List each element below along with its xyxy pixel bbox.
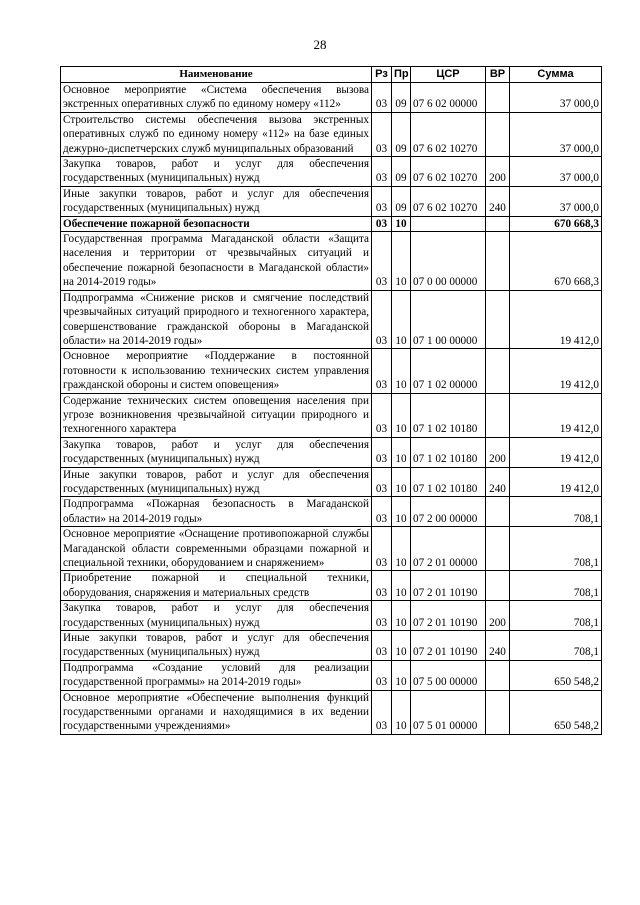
- cell-name: Закупка товаров, работ и услуг для обеспечения государственных (муниципальных) нужд: [61, 157, 372, 187]
- cell-sum: 19 412,0: [510, 349, 602, 393]
- cell-pr: 10: [392, 216, 411, 231]
- cell-rz: 03: [372, 467, 392, 497]
- cell-vr: 240: [486, 631, 510, 661]
- cell-pr: 10: [392, 660, 411, 690]
- cell-csr: 07 2 01 00000: [411, 527, 486, 571]
- cell-rz: 03: [372, 349, 392, 393]
- page-number: 28: [313, 37, 327, 52]
- cell-name: Подпрограмма «Создание условий для реализации государственной программы» на 2014-2019 годы»: [61, 660, 372, 690]
- cell-pr: 10: [392, 437, 411, 467]
- cell-name: Иные закупки товаров, работ и услуг для обеспечения государственных (муниципальных) нужд: [61, 186, 372, 216]
- cell-name: Иные закупки товаров, работ и услуг для обеспечения государственных (муниципальных) нужд: [61, 467, 372, 497]
- cell-rz: 03: [372, 437, 392, 467]
- cell-pr: 10: [392, 571, 411, 601]
- table-row: [61, 232, 602, 291]
- table-row: [61, 186, 602, 216]
- cell-csr: 07 6 02 10270: [411, 112, 486, 156]
- cell-rz: 03: [372, 290, 392, 349]
- cell-sum: 708,1: [510, 631, 602, 661]
- cell-rz: 03: [372, 660, 392, 690]
- header-pr: Пр: [392, 67, 411, 83]
- cell-name: Содержание технических систем оповещения населения при угрозе возникновения чрезвычайной ситуации природного и техногенного характера: [61, 393, 372, 437]
- cell-vr: 200: [486, 157, 510, 187]
- cell-csr: 07 2 01 10190: [411, 631, 486, 661]
- header-rz: Рз: [372, 67, 392, 83]
- cell-pr: 09: [392, 157, 411, 187]
- cell-csr: [411, 216, 486, 231]
- cell-csr: 07 6 02 10270: [411, 186, 486, 216]
- cell-sum: 670 668,3: [510, 232, 602, 291]
- cell-csr: 07 1 02 00000: [411, 349, 486, 393]
- cell-csr: 07 6 02 00000: [411, 83, 486, 113]
- cell-vr: [486, 349, 510, 393]
- cell-vr: [486, 216, 510, 231]
- cell-name: Основное мероприятие «Поддержание в постоянной готовности к использованию технических систем управления гражданской обороны и систем оповещения»: [61, 349, 372, 393]
- cell-pr: 10: [392, 631, 411, 661]
- table-row: [61, 631, 602, 661]
- cell-sum: 708,1: [510, 601, 602, 631]
- cell-pr: 10: [392, 393, 411, 437]
- cell-name: Закупка товаров, работ и услуг для обеспечения государственных (муниципальных) нужд: [61, 601, 372, 631]
- table-row: [61, 660, 602, 690]
- cell-name: Государственная программа Магаданской области «Защита населения и территории от чрезвычайных ситуаций и обеспечение пожарной безопасности в Магаданской области» на 2014-2019 годы»: [61, 232, 372, 291]
- cell-vr: 240: [486, 186, 510, 216]
- cell-pr: 10: [392, 601, 411, 631]
- cell-vr: 200: [486, 437, 510, 467]
- cell-pr: 09: [392, 186, 411, 216]
- cell-sum: 708,1: [510, 527, 602, 571]
- cell-name: Приобретение пожарной и специальной техники, оборудования, снаряжения и материальных средств: [61, 571, 372, 601]
- cell-sum: 650 548,2: [510, 660, 602, 690]
- cell-pr: 10: [392, 349, 411, 393]
- table-row: [61, 690, 602, 734]
- cell-sum: 19 412,0: [510, 467, 602, 497]
- table-row: [61, 393, 602, 437]
- cell-rz: 03: [372, 216, 392, 231]
- cell-csr: 07 2 00 00000: [411, 497, 486, 527]
- cell-sum: 19 412,0: [510, 290, 602, 349]
- cell-csr: 07 1 02 10180: [411, 467, 486, 497]
- table-row: [61, 571, 602, 601]
- cell-sum: 37 000,0: [510, 186, 602, 216]
- table-row: [61, 497, 602, 527]
- cell-sum: 19 412,0: [510, 437, 602, 467]
- table-row: [61, 112, 602, 156]
- cell-sum: 37 000,0: [510, 83, 602, 113]
- cell-sum: 37 000,0: [510, 157, 602, 187]
- cell-vr: [486, 83, 510, 113]
- table-row: [61, 437, 602, 467]
- cell-name: Обеспечение пожарной безопасности: [61, 216, 372, 231]
- cell-name: Иные закупки товаров, работ и услуг для обеспечения государственных (муниципальных) нужд: [61, 631, 372, 661]
- cell-name: Основное мероприятие «Система обеспечения вызова экстренных оперативных служб по единому номеру «112»: [61, 83, 372, 113]
- cell-rz: 03: [372, 571, 392, 601]
- cell-sum: 708,1: [510, 497, 602, 527]
- cell-name: Основное мероприятие «Обеспечение выполнения функций государственными органами и находящимися в их ведении государственными учреждениями»: [61, 690, 372, 734]
- cell-rz: 03: [372, 690, 392, 734]
- table-row: [61, 601, 602, 631]
- cell-sum: 19 412,0: [510, 393, 602, 437]
- table-row: [61, 216, 602, 231]
- cell-pr: 10: [392, 497, 411, 527]
- cell-csr: 07 5 00 00000: [411, 660, 486, 690]
- cell-name: Строительство системы обеспечения вызова экстренных оперативных служб по единому номеру «112» на базе единых дежурно-диспетчерских служб муниципальных образований: [61, 112, 372, 156]
- cell-rz: 03: [372, 631, 392, 661]
- cell-csr: 07 1 00 00000: [411, 290, 486, 349]
- table-row: [61, 349, 602, 393]
- header-vr: ВР: [486, 67, 510, 83]
- cell-csr: 07 2 01 10190: [411, 571, 486, 601]
- table-row: [61, 157, 602, 187]
- cell-csr: 07 5 01 00000: [411, 690, 486, 734]
- cell-vr: [486, 290, 510, 349]
- cell-pr: 10: [392, 232, 411, 291]
- cell-pr: 09: [392, 83, 411, 113]
- cell-pr: 10: [392, 527, 411, 571]
- table-row: [61, 527, 602, 571]
- cell-csr: 07 6 02 10270: [411, 157, 486, 187]
- cell-rz: 03: [372, 157, 392, 187]
- cell-vr: [486, 393, 510, 437]
- cell-vr: [486, 690, 510, 734]
- table-row: [61, 290, 602, 349]
- cell-name: Подпрограмма «Пожарная безопасность в Магаданской области» на 2014-2019 годы»: [61, 497, 372, 527]
- cell-pr: 10: [392, 467, 411, 497]
- header-sum: Сумма: [510, 67, 602, 83]
- cell-name: Основное мероприятие «Оснащение противопожарной службы Магаданской области современными образцами пожарной и специальной техники, оборудованием и снаряжением»: [61, 527, 372, 571]
- header-csr: ЦСР: [411, 67, 486, 83]
- cell-vr: [486, 112, 510, 156]
- cell-pr: 10: [392, 290, 411, 349]
- cell-rz: 03: [372, 527, 392, 571]
- cell-vr: [486, 527, 510, 571]
- cell-rz: 03: [372, 232, 392, 291]
- table-row: [61, 467, 602, 497]
- cell-csr: 07 2 01 10190: [411, 601, 486, 631]
- cell-sum: 37 000,0: [510, 112, 602, 156]
- cell-vr: [486, 571, 510, 601]
- cell-name: Подпрограмма «Снижение рисков и смягчение последствий чрезвычайных ситуаций природного и техногенного характера, совершенствование гражданской обороны в Магаданской области» на 2014-2019 годы»: [61, 290, 372, 349]
- cell-csr: 07 1 02 10180: [411, 437, 486, 467]
- cell-csr: 07 1 02 10180: [411, 393, 486, 437]
- cell-vr: 200: [486, 601, 510, 631]
- cell-vr: [486, 232, 510, 291]
- table-row: [61, 83, 602, 113]
- cell-vr: [486, 497, 510, 527]
- budget-table: [60, 66, 602, 735]
- cell-rz: 03: [372, 186, 392, 216]
- cell-rz: 03: [372, 83, 392, 113]
- cell-rz: 03: [372, 497, 392, 527]
- cell-vr: [486, 660, 510, 690]
- header-name: Наименование: [61, 67, 372, 83]
- cell-rz: 03: [372, 112, 392, 156]
- cell-rz: 03: [372, 393, 392, 437]
- cell-pr: 10: [392, 690, 411, 734]
- cell-rz: 03: [372, 601, 392, 631]
- cell-csr: 07 0 00 00000: [411, 232, 486, 291]
- cell-name: Закупка товаров, работ и услуг для обеспечения государственных (муниципальных) нужд: [61, 437, 372, 467]
- cell-sum: 708,1: [510, 571, 602, 601]
- cell-pr: 09: [392, 112, 411, 156]
- cell-sum: 670 668,3: [510, 216, 602, 231]
- table-header-row: [61, 67, 602, 83]
- cell-vr: 240: [486, 467, 510, 497]
- cell-sum: 650 548,2: [510, 690, 602, 734]
